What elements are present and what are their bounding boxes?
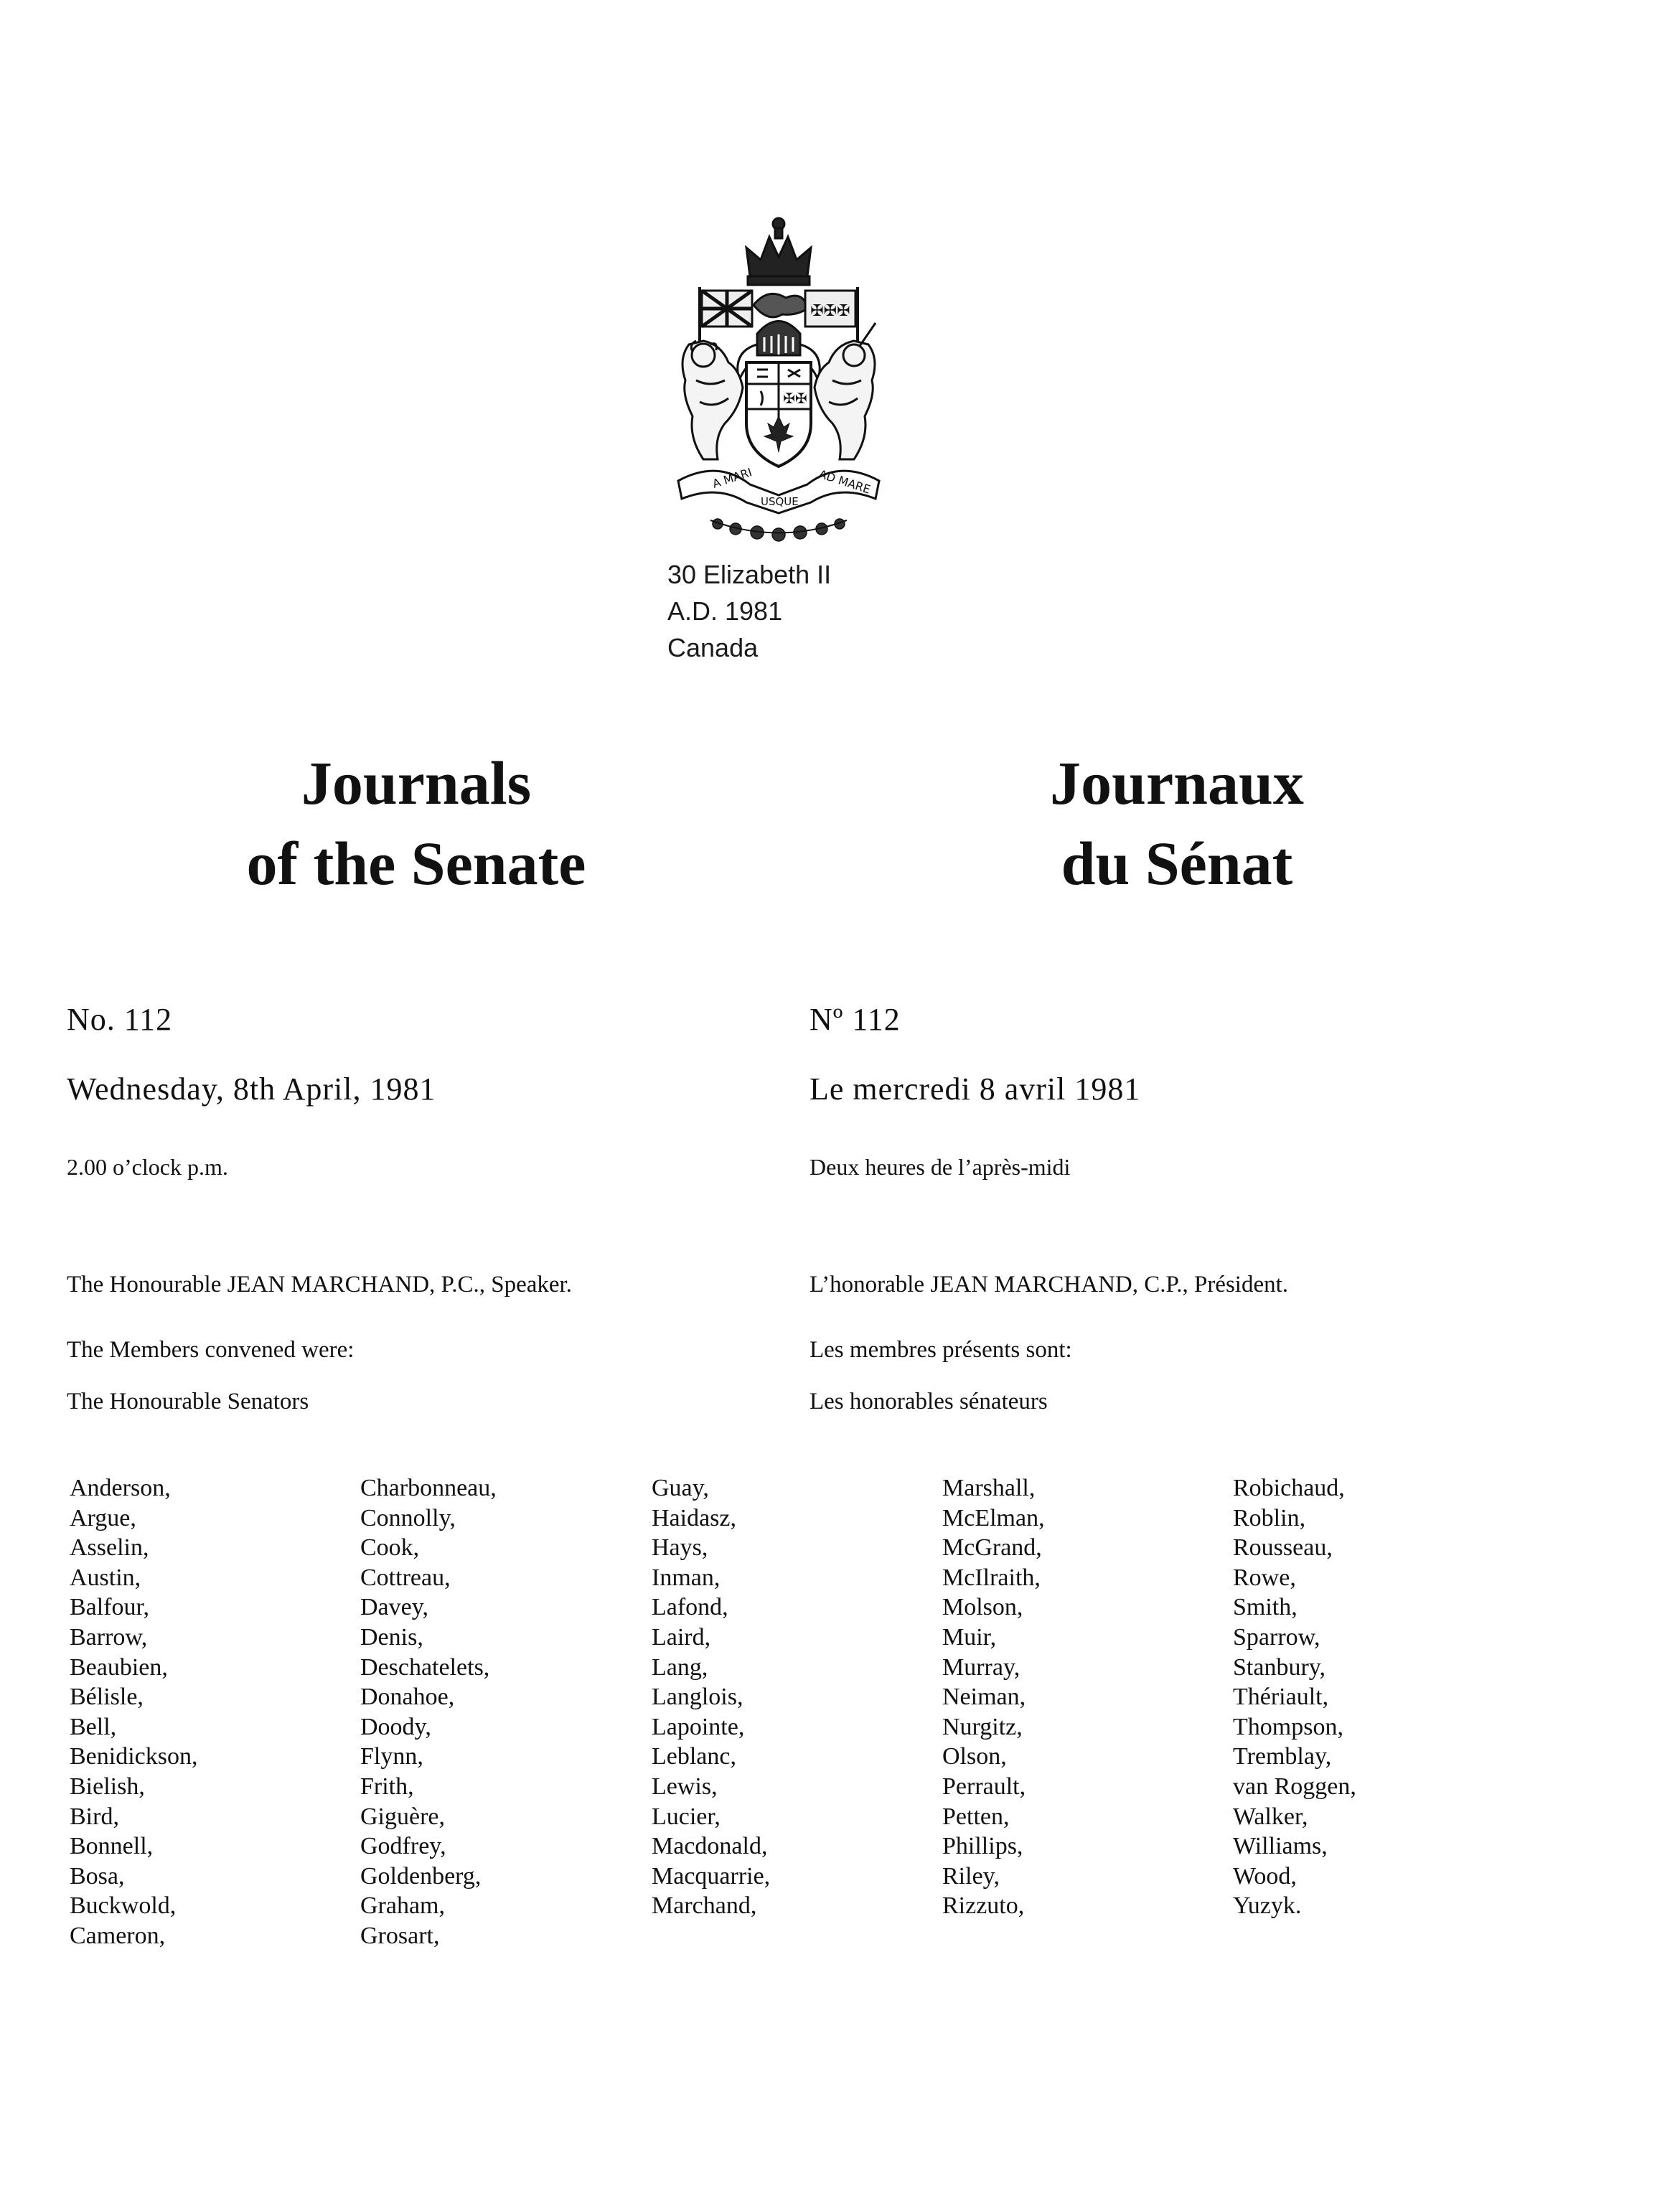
senators-heading-english: The Honourable Senators: [67, 1389, 309, 1414]
senator-name: Bélisle,: [70, 1684, 144, 1711]
senator-list-column: [1233, 1473, 1356, 1921]
senators-heading-french: Les honorables sénateurs: [810, 1389, 1048, 1414]
senator-name: Macquarrie,: [652, 1862, 771, 1890]
senator-name: McElman,: [942, 1504, 1045, 1531]
senator-name: Perrault,: [942, 1773, 1026, 1800]
senator-list-column: [942, 1473, 1045, 1921]
senator-name: Frith,: [360, 1773, 414, 1800]
senator-name: Leblanc,: [652, 1743, 736, 1770]
senator-list-column: [70, 1473, 197, 1951]
senator-name: McIlraith,: [942, 1564, 1041, 1591]
regnal-date-block: [667, 556, 831, 666]
sitting-time-english: 2.00 o’clock p.m.: [67, 1154, 228, 1180]
issue-number-french: Nº 112: [810, 1002, 901, 1037]
senator-name: Bonnell,: [70, 1833, 154, 1860]
speaker-english: The Honourable JEAN MARCHAND, P.C., Speaker.: [67, 1272, 572, 1297]
title-english-line1: Journals: [301, 748, 532, 817]
title-english-line2: of the Senate: [246, 829, 586, 898]
senator-name: Petten,: [942, 1803, 1010, 1830]
senator-name: Lucier,: [652, 1803, 721, 1830]
senator-name: Marchand,: [652, 1892, 757, 1920]
senator-name: Hays,: [652, 1534, 708, 1562]
senator-name: Lapointe,: [652, 1713, 745, 1740]
senator-name: Muir,: [942, 1623, 997, 1651]
senator-name: Neiman,: [942, 1684, 1026, 1711]
senator-name: Beaubien,: [70, 1653, 168, 1681]
title-english: [172, 743, 660, 904]
title-french: [933, 743, 1421, 904]
issue-number-english: No. 112: [67, 1002, 173, 1037]
senator-name: Walker,: [1233, 1803, 1308, 1830]
senator-name: Denis,: [360, 1623, 423, 1651]
senator-name: Roblin,: [1233, 1504, 1306, 1531]
senator-name: Davey,: [360, 1594, 429, 1621]
senator-name: Macdonald,: [652, 1833, 768, 1860]
speaker-french: L’honorable JEAN MARCHAND, C.P., Président.: [810, 1272, 1289, 1297]
title-french-line1: Journaux: [1050, 748, 1304, 817]
senator-name: Charbonneau,: [360, 1475, 497, 1501]
senator-name: Bell,: [70, 1713, 117, 1740]
senator-name: Godfrey,: [360, 1833, 446, 1860]
members-convened-french: Les membres présents sont:: [810, 1337, 1072, 1363]
senator-name: Olson,: [942, 1743, 1007, 1770]
senator-name: Giguère,: [360, 1803, 446, 1830]
senator-name: Cameron,: [70, 1922, 166, 1949]
senator-name: Balfour,: [70, 1594, 149, 1621]
senator-name: Tremblay,: [1233, 1743, 1332, 1770]
senator-name: Cook,: [360, 1534, 420, 1562]
senator-name: Deschatelets,: [360, 1653, 490, 1681]
senator-name: Asselin,: [70, 1534, 149, 1562]
senator-name: Haidasz,: [652, 1504, 737, 1531]
regnal-year: 30 Elizabeth II: [667, 560, 832, 589]
senator-name: Phillips,: [942, 1833, 1023, 1860]
senator-name: Laird,: [652, 1623, 711, 1651]
senator-name: Cottreau,: [360, 1564, 451, 1591]
svg-text:✠✠✠: ✠✠✠: [810, 302, 850, 320]
calendar-year: A.D. 1981: [667, 596, 783, 626]
senator-name: Marshall,: [942, 1475, 1036, 1501]
senator-name: Rowe,: [1233, 1564, 1296, 1591]
title-french-line2: du Sénat: [1061, 829, 1293, 898]
senator-name: Murray,: [942, 1653, 1020, 1681]
senator-name: McGrand,: [942, 1534, 1042, 1562]
senator-name: Lafond,: [652, 1594, 728, 1621]
senator-name: Nurgitz,: [942, 1713, 1023, 1740]
senator-name: Goldenberg,: [360, 1862, 482, 1890]
sitting-time-french: Deux heures de l’après-midi: [810, 1154, 1071, 1180]
sitting-date-english: Wednesday, 8th April, 1981: [67, 1071, 436, 1107]
senator-name: Bosa,: [70, 1862, 125, 1890]
senator-name: Lang,: [652, 1653, 708, 1681]
senator-name: Rousseau,: [1233, 1534, 1333, 1562]
senator-name: Barrow,: [70, 1623, 148, 1651]
senator-name: Williams,: [1233, 1833, 1328, 1860]
senator-name: Thériault,: [1233, 1684, 1329, 1711]
members-convened-english: The Members convened were:: [67, 1337, 355, 1363]
svg-text:USQUE: USQUE: [761, 495, 799, 508]
senator-name: Graham,: [360, 1892, 446, 1920]
senator-name: Lewis,: [652, 1773, 718, 1800]
senator-name: Thompson,: [1233, 1713, 1343, 1740]
country: Canada: [667, 633, 759, 662]
senator-name: Anderson,: [70, 1475, 171, 1501]
senator-name: Benidickson,: [70, 1743, 198, 1770]
senator-name: Guay,: [652, 1475, 709, 1501]
svg-text:✠✠: ✠✠: [783, 390, 807, 407]
senator-name: van Roggen,: [1233, 1773, 1356, 1800]
senator-name: Smith,: [1233, 1594, 1297, 1621]
senator-name: Connolly,: [360, 1504, 456, 1531]
svg-text:AD MARE: AD MARE: [817, 466, 873, 497]
senator-name: Rizzuto,: [942, 1892, 1025, 1920]
coat-of-arms-icon: [660, 208, 897, 545]
senator-name: Argue,: [70, 1504, 136, 1531]
senator-name: Wood,: [1233, 1862, 1297, 1890]
senator-name: Yuzyk.: [1233, 1892, 1302, 1920]
senator-name: Stanbury,: [1233, 1653, 1326, 1681]
sitting-date-french: Le mercredi 8 avril 1981: [810, 1071, 1141, 1107]
senator-name: Bielish,: [70, 1773, 145, 1800]
senator-name: Inman,: [652, 1564, 721, 1591]
svg-text:A MARI: A MARI: [710, 465, 754, 491]
senator-name: Donahoe,: [360, 1684, 455, 1711]
senator-name: Langlois,: [652, 1684, 743, 1711]
senator-list-column: [652, 1473, 770, 1921]
senator-name: Bird,: [70, 1803, 119, 1830]
senator-list-column: [360, 1473, 497, 1951]
senator-name: Riley,: [942, 1862, 1000, 1890]
senator-name: Doody,: [360, 1713, 431, 1740]
senator-name: Robichaud,: [1233, 1475, 1345, 1501]
senator-name: Austin,: [70, 1564, 141, 1591]
senator-name: Buckwold,: [70, 1892, 177, 1920]
senator-name: Flynn,: [360, 1743, 423, 1770]
senator-name: Sparrow,: [1233, 1623, 1320, 1651]
senator-name: Grosart,: [360, 1922, 440, 1949]
senator-name: Molson,: [942, 1594, 1023, 1621]
